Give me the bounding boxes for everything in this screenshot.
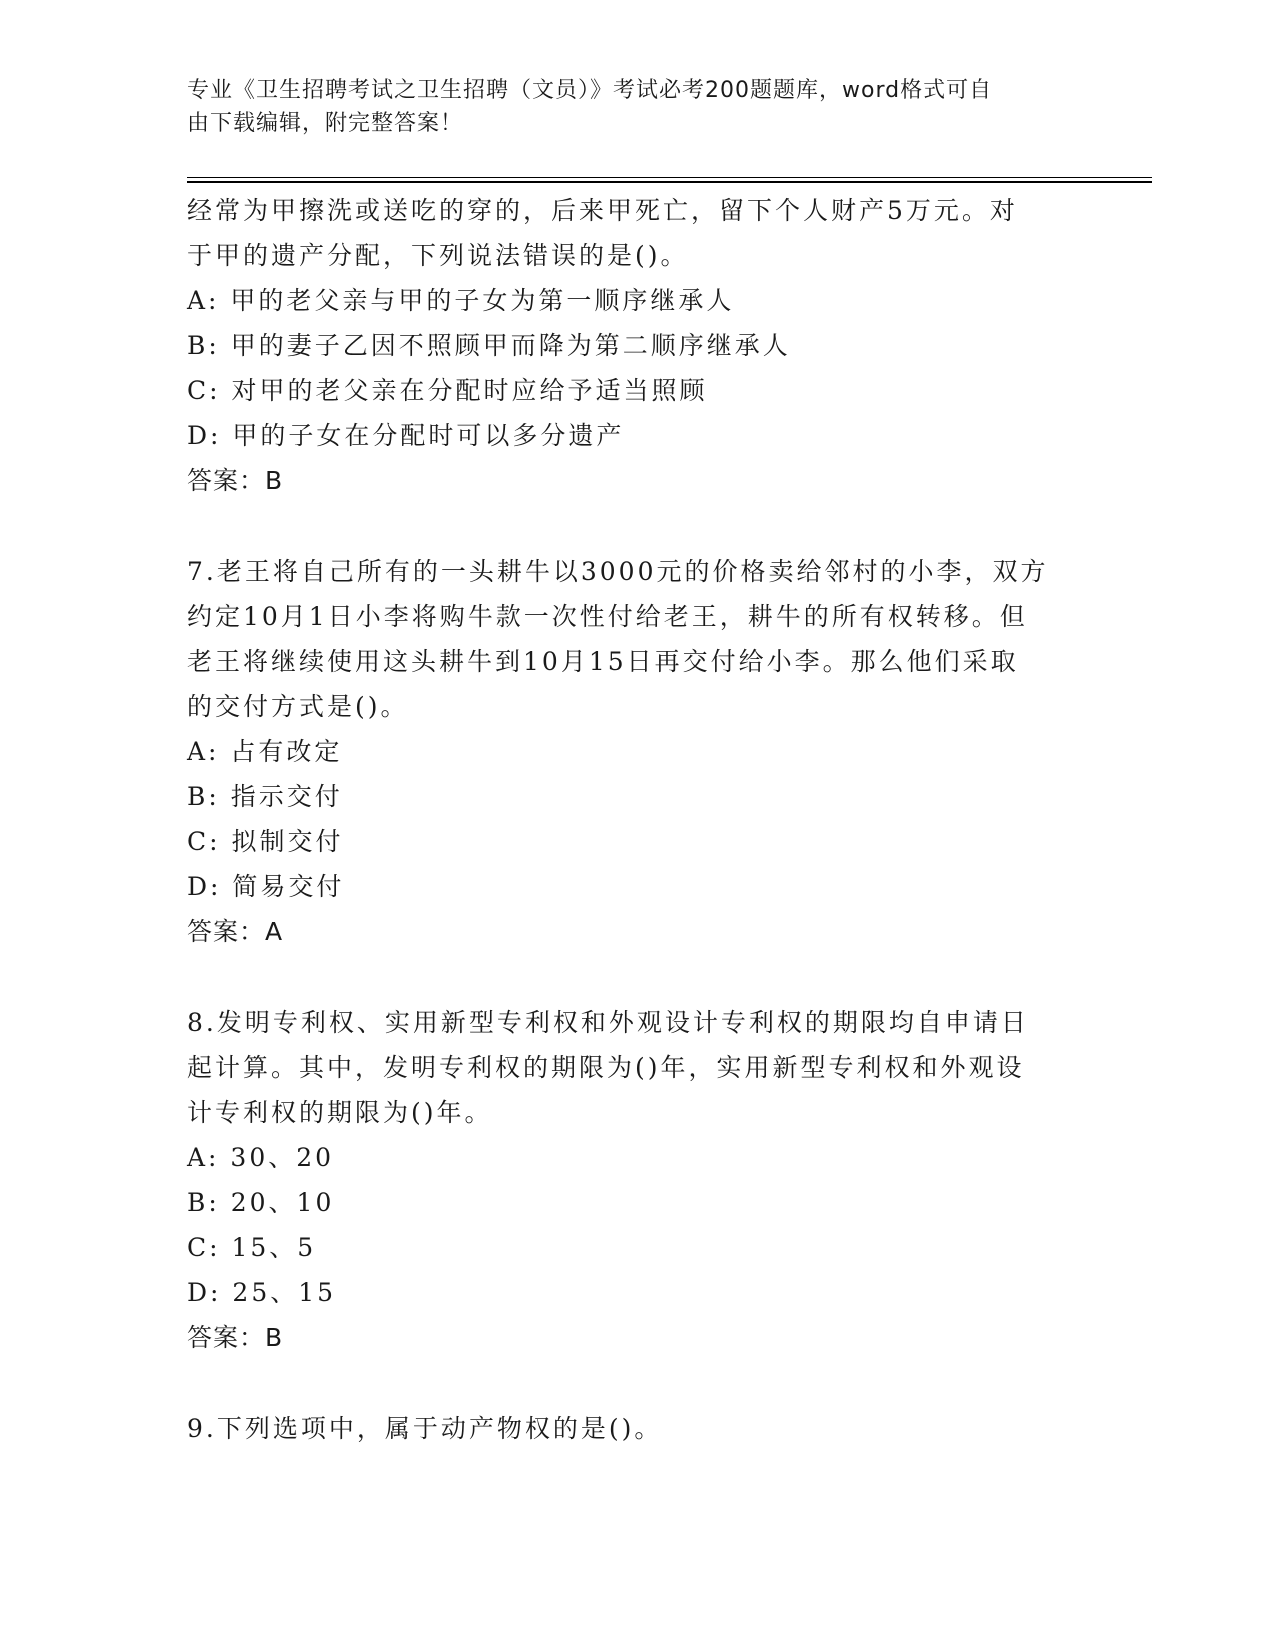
spacer (187, 954, 1087, 1000)
document-body (187, 188, 1087, 1451)
option-d: D: 甲的子女在分配时可以多分遗产 (187, 421, 625, 450)
question-stem-line: 起计算。其中，发明专利权的期限为()年，实用新型专利权和外观设 (187, 1053, 1025, 1082)
answer-label: 答案：A (187, 917, 284, 946)
header-divider-thick (187, 181, 1152, 183)
option-a: A: 甲的老父亲与甲的子女为第一顺序继承人 (187, 286, 735, 315)
option-a: A: 占有改定 (187, 737, 343, 766)
option-b: B: 指示交付 (187, 782, 343, 811)
question-stem-line: 计专利权的期限为()年。 (187, 1098, 493, 1127)
document-header (187, 74, 1067, 140)
question-8 (187, 1000, 1087, 1360)
question-stem-line: 于甲的遗产分配，下列说法错误的是()。 (187, 241, 689, 270)
option-c: C: 拟制交付 (187, 827, 344, 856)
option-a: A: 30、20 (187, 1143, 335, 1172)
spacer (187, 1360, 1087, 1406)
option-c: C: 对甲的老父亲在分配时应给予适当照顾 (187, 376, 708, 405)
option-d: D: 25、15 (187, 1278, 337, 1307)
spacer (187, 503, 1087, 549)
question-stem-line: 8.发明专利权、实用新型专利权和外观设计专利权的期限均自申请日 (187, 1008, 1029, 1037)
question-6 (187, 188, 1087, 503)
question-stem-line: 7.老王将自己所有的一头耕牛以3000元的价格卖给邻村的小李，双方 (187, 557, 1049, 586)
answer-label: 答案：B (187, 466, 284, 495)
question-9 (187, 1406, 1087, 1451)
question-7 (187, 549, 1087, 954)
header-title-line-2: 由下载编辑，附完整答案！ (187, 111, 464, 136)
option-b: B: 甲的妻子乙因不照顾甲而降为第二顺序继承人 (187, 331, 791, 360)
question-stem-line: 老王将继续使用这头耕牛到10月15日再交付给小李。那么他们采取 (187, 647, 1019, 676)
question-stem-line: 经常为甲擦洗或送吃的穿的，后来甲死亡，留下个人财产5万元。对 (187, 196, 1018, 225)
option-c: C: 15、5 (187, 1233, 317, 1262)
question-stem-line: 9.下列选项中，属于动产物权的是()。 (187, 1414, 663, 1443)
header-title-line-1: 专业《卫生招聘考试之卫生招聘（文员）》考试必考200题题库，word格式可自 (187, 78, 993, 103)
option-b: B: 20、10 (187, 1188, 335, 1217)
option-d: D: 简易交付 (187, 872, 345, 901)
answer-label: 答案：B (187, 1323, 284, 1352)
question-stem-line: 的交付方式是()。 (187, 692, 409, 721)
question-stem-line: 约定10月1日小李将购牛款一次性付给老王，耕牛的所有权转移。但 (187, 602, 1028, 631)
header-divider-thin (187, 177, 1152, 178)
